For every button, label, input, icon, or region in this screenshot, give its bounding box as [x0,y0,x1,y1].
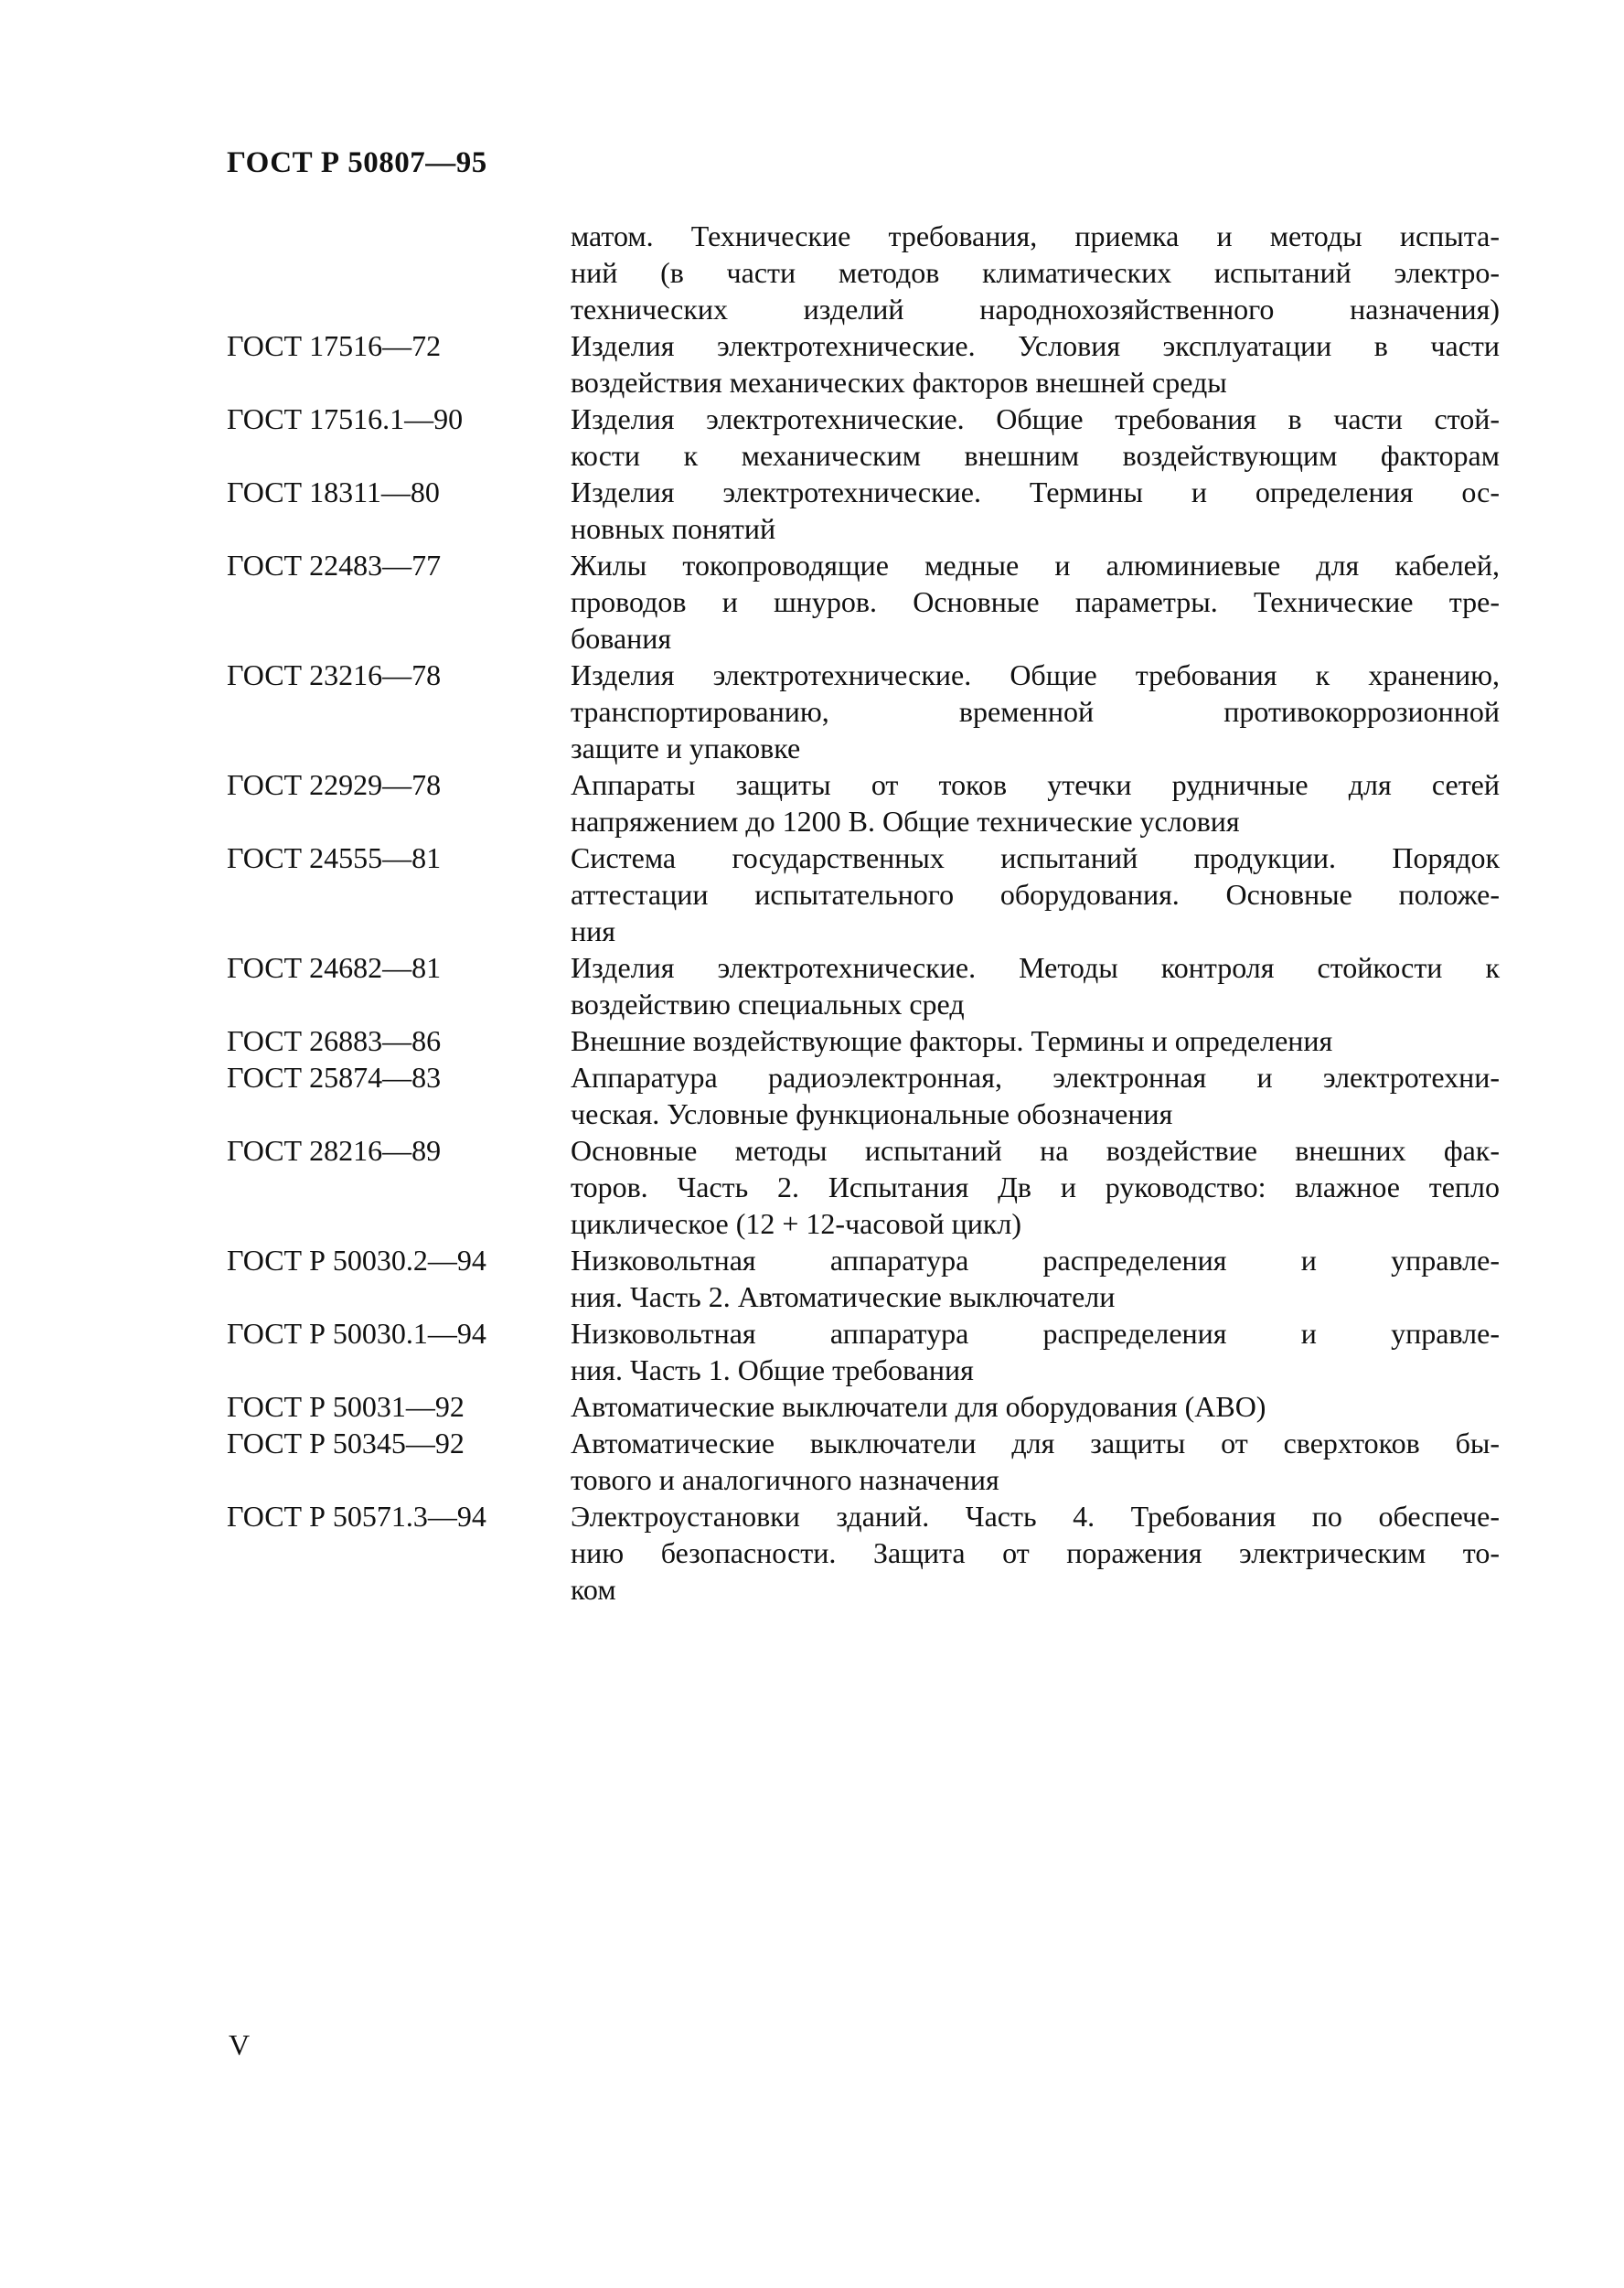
description-line: ком [571,1573,616,1606]
description-line: Аппаратура радиоэлектронная, электронная и электротехни- [571,1061,1500,1094]
reference-row [227,327,1507,401]
reference-description [571,949,1500,1022]
description-line: Основные методы испытаний на воздействие внешних фак- [571,1134,1500,1167]
reference-description [571,657,1500,766]
reference-description [571,1315,1500,1388]
description-line: Низковольтная аппаратура распределения и управле- [571,1244,1500,1277]
reference-description [571,1242,1500,1315]
reference-code: ГОСТ 28216—89 [227,1134,442,1167]
reference-row [227,1425,1507,1498]
reference-description [571,327,1500,401]
description-line: Изделия электротехнические. Общие требования к хранению, [571,658,1500,691]
description-line: транспортированию, временной противокоррозионной [571,695,1500,728]
reference-code: ГОСТ Р 50031—92 [227,1390,465,1423]
description-line: ческая. Условные функциональные обозначения [571,1097,1173,1130]
reference-code: ГОСТ Р 50030.1—94 [227,1317,486,1350]
description-line: Жилы токопроводящие медные и алюминиевые для кабелей, [571,549,1500,582]
reference-row [227,1498,1507,1608]
reference-row [227,766,1507,839]
description-line: нию безопасности. Защита от поражения электрическим то- [571,1536,1500,1569]
description-line: защите и упаковке [571,732,801,764]
reference-description [571,839,1500,949]
reference-code: ГОСТ Р 50571.3—94 [227,1500,486,1533]
reference-description [571,1132,1500,1242]
page-number: V [229,2028,251,2061]
reference-code: ГОСТ Р 50030.2—94 [227,1244,486,1277]
description-line: ния. Часть 2. Автоматические выключатели [571,1280,1116,1313]
reference-description [571,1022,1500,1059]
reference-description [571,218,1500,327]
reference-row [227,1242,1507,1315]
description-line: проводов и шнуров. Основные параметры. Технические тре- [571,585,1500,618]
reference-row [227,949,1507,1022]
reference-row [227,1059,1507,1132]
reference-row [227,1388,1507,1425]
description-line: кости к механическим внешним воздействующим факторам [571,439,1500,472]
page-header: ГОСТ Р 50807—95 [227,146,487,179]
description-line: циклическое (12 + 12-часовой цикл) [571,1207,1021,1240]
description-line: Низковольтная аппаратура распределения и управле- [571,1317,1500,1350]
description-line: ния. Часть 1. Общие требования [571,1353,974,1386]
reference-code: ГОСТ 25874—83 [227,1061,442,1094]
reference-code: ГОСТ 23216—78 [227,658,442,691]
reference-row [227,401,1507,474]
description-line: тового и аналогичного назначения [571,1463,999,1496]
reference-code: ГОСТ 22929—78 [227,768,442,801]
reference-code: ГОСТ 17516—72 [227,329,442,362]
description-line: торов. Часть 2. Испытания Дв и руководство: влажное тепло [571,1171,1500,1203]
description-line: Изделия электротехнические. Термины и определения ос- [571,476,1500,508]
reference-row [227,1315,1507,1388]
reference-description [571,474,1500,547]
reference-row [227,547,1507,657]
description-line: аттестации испытательного оборудования. Основные положе- [571,878,1500,911]
reference-row [227,657,1507,766]
description-line: Автоматические выключатели для оборудования (АВО) [571,1390,1266,1423]
reference-row [227,218,1507,327]
description-line: воздействию специальных сред [571,988,965,1021]
description-line: Изделия электротехнические. Условия эксплуатации в части [571,329,1500,362]
description-line: Внешние воздействующие факторы. Термины и определения [571,1024,1333,1057]
reference-description [571,1425,1500,1498]
reference-description [571,1388,1500,1425]
description-line: технических изделий народнохозяйственного назначения) [571,293,1500,326]
reference-code: ГОСТ 22483—77 [227,549,442,582]
reference-list [227,218,1507,1608]
description-line: матом. Технические требования, приемка и методы испыта- [571,219,1500,252]
reference-code: ГОСТ 24555—81 [227,841,442,874]
description-line: Аппараты защиты от токов утечки рудничные для сетей [571,768,1500,801]
reference-description [571,766,1500,839]
description-line: ния [571,914,615,947]
reference-code: ГОСТ 26883—86 [227,1024,442,1057]
reference-description [571,401,1500,474]
reference-description [571,1498,1500,1608]
description-line: воздействия механических факторов внешней среды [571,366,1227,399]
reference-code: ГОСТ 24682—81 [227,951,442,984]
description-line: Изделия электротехнические. Методы контроля стойкости к [571,951,1500,984]
reference-code: ГОСТ Р 50345—92 [227,1427,465,1459]
description-line: Автоматические выключатели для защиты от сверхтоков бы- [571,1427,1500,1459]
reference-description [571,547,1500,657]
description-line: ний (в части методов климатических испытаний электро- [571,256,1500,289]
reference-row [227,839,1507,949]
description-line: Изделия электротехнические. Общие требования в части стой- [571,402,1500,435]
reference-row [227,474,1507,547]
description-line: напряжением до 1200 В. Общие технические условия [571,805,1240,838]
reference-row [227,1022,1507,1059]
description-line: Электроустановки зданий. Часть 4. Требования по обеспече- [571,1500,1500,1533]
reference-description [571,1059,1500,1132]
description-line: бования [571,622,672,655]
reference-code: ГОСТ 17516.1—90 [227,402,464,435]
description-line: новных понятий [571,512,776,545]
description-line: Система государственных испытаний продукции. Порядок [571,841,1500,874]
reference-row [227,1132,1507,1242]
reference-code: ГОСТ 18311—80 [227,476,440,508]
